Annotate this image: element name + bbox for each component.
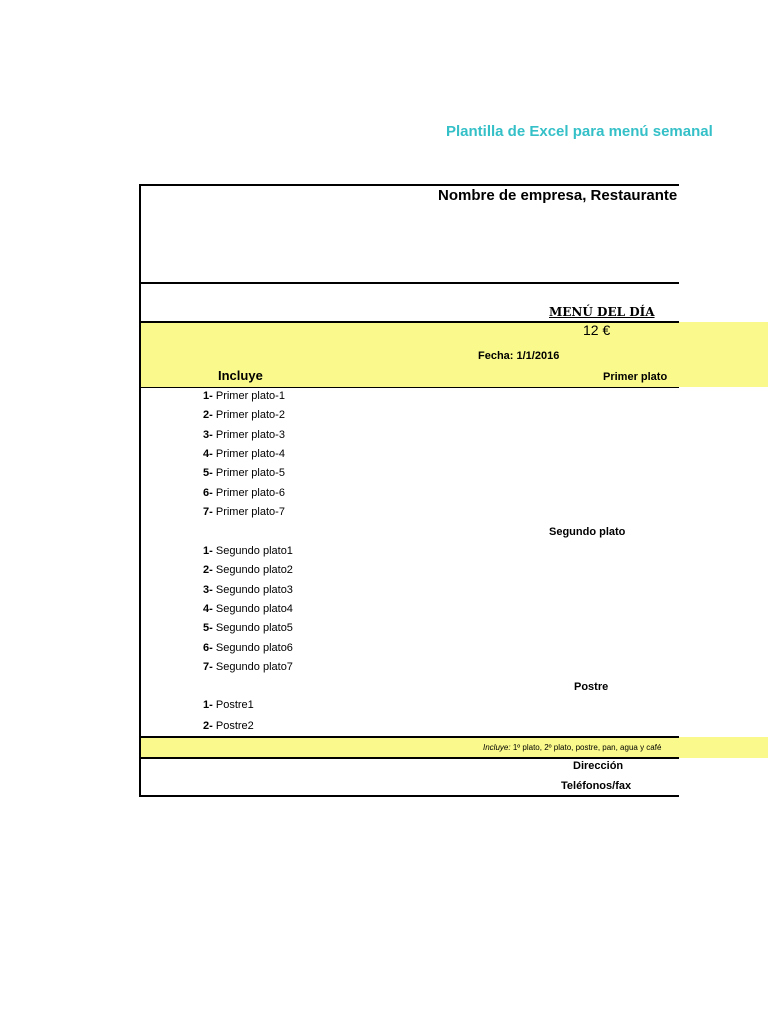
list-item: 1- Postre1 xyxy=(203,699,254,711)
divider-header xyxy=(139,387,679,388)
item-number: 3 xyxy=(203,429,210,441)
list-item: 7- Segundo plato7 xyxy=(203,661,293,673)
list-item: 6- Primer plato-6 xyxy=(203,487,285,499)
footer-phones: Teléfonos/fax xyxy=(561,780,632,792)
item-label: Primer plato-1 xyxy=(215,390,285,402)
item-number: 4 xyxy=(203,603,210,615)
item-label: Segundo plato1 xyxy=(215,545,293,557)
list-item: 7- Primer plato-7 xyxy=(203,506,285,518)
menu-price: 12 € xyxy=(583,322,611,338)
item-label: Segundo plato4 xyxy=(215,603,293,615)
item-number: 7 xyxy=(203,661,210,673)
footer-address: Dirección xyxy=(573,760,624,772)
divider-company xyxy=(139,282,679,284)
footer-includes-text: 1º plato, 2º plato, postre, pan, agua y café xyxy=(512,743,662,752)
section-title-primer: Primer plato xyxy=(603,371,668,383)
item-number: 1 xyxy=(203,545,210,557)
item-number: 2 xyxy=(203,564,210,576)
item-label: Segundo plato2 xyxy=(215,564,293,576)
list-item: 3- Segundo plato3 xyxy=(203,584,293,596)
section-title-postre: Postre xyxy=(574,681,609,693)
page-title: Plantilla de Excel para menú semanal xyxy=(446,123,713,140)
item-label: Segundo plato5 xyxy=(215,622,293,634)
menu-title: MENÚ DEL DÍA xyxy=(549,305,655,319)
footer-includes-label: Incluye: xyxy=(483,743,511,752)
divider-footer-mid xyxy=(139,757,679,759)
list-item: 6- Segundo plato6 xyxy=(203,642,293,654)
item-number: 1 xyxy=(203,390,210,402)
list-item: 4- Segundo plato4 xyxy=(203,603,293,615)
list-item: 1- Segundo plato1 xyxy=(203,545,293,557)
list-item: 2- Segundo plato2 xyxy=(203,564,293,576)
item-number: 2 xyxy=(203,720,210,732)
list-item: 5- Segundo plato5 xyxy=(203,622,293,634)
item-number: 5 xyxy=(203,467,210,479)
item-label: Primer plato-5 xyxy=(215,467,285,479)
item-number: 4 xyxy=(203,448,210,460)
item-number: 2 xyxy=(203,409,210,421)
list-item: 1- Primer plato-1 xyxy=(203,390,285,402)
item-label: Postre1 xyxy=(215,699,254,711)
company-name: Nombre de empresa, Restaurante xyxy=(438,187,678,204)
item-number: 3 xyxy=(203,584,210,596)
item-number: 7 xyxy=(203,506,210,518)
item-number: 6 xyxy=(203,487,210,499)
item-label: Primer plato-2 xyxy=(215,409,285,421)
item-label: Primer plato-3 xyxy=(215,429,285,441)
item-label: Postre2 xyxy=(215,720,254,732)
footer-includes xyxy=(483,743,661,752)
item-label: Primer plato-6 xyxy=(215,487,285,499)
item-label: Segundo plato3 xyxy=(215,584,293,596)
item-label: Primer plato-4 xyxy=(215,448,285,460)
list-item: 2- Postre2 xyxy=(203,720,254,732)
list-item: 4- Primer plato-4 xyxy=(203,448,285,460)
item-number: 6 xyxy=(203,642,210,654)
includes-header: Incluye xyxy=(218,368,263,383)
list-item: 5- Primer plato-5 xyxy=(203,467,285,479)
section-title-segundo: Segundo plato xyxy=(549,526,626,538)
divider-footer-top xyxy=(139,736,679,738)
item-label: Segundo plato6 xyxy=(215,642,293,654)
menu-date: Fecha: 1/1/2016 xyxy=(478,350,560,362)
list-item: 3- Primer plato-3 xyxy=(203,429,285,441)
item-number: 5 xyxy=(203,622,210,634)
item-number: 1 xyxy=(203,699,210,711)
list-item: 2- Primer plato-2 xyxy=(203,409,285,421)
item-label: Segundo plato7 xyxy=(215,661,293,673)
item-label: Primer plato-7 xyxy=(215,506,285,518)
